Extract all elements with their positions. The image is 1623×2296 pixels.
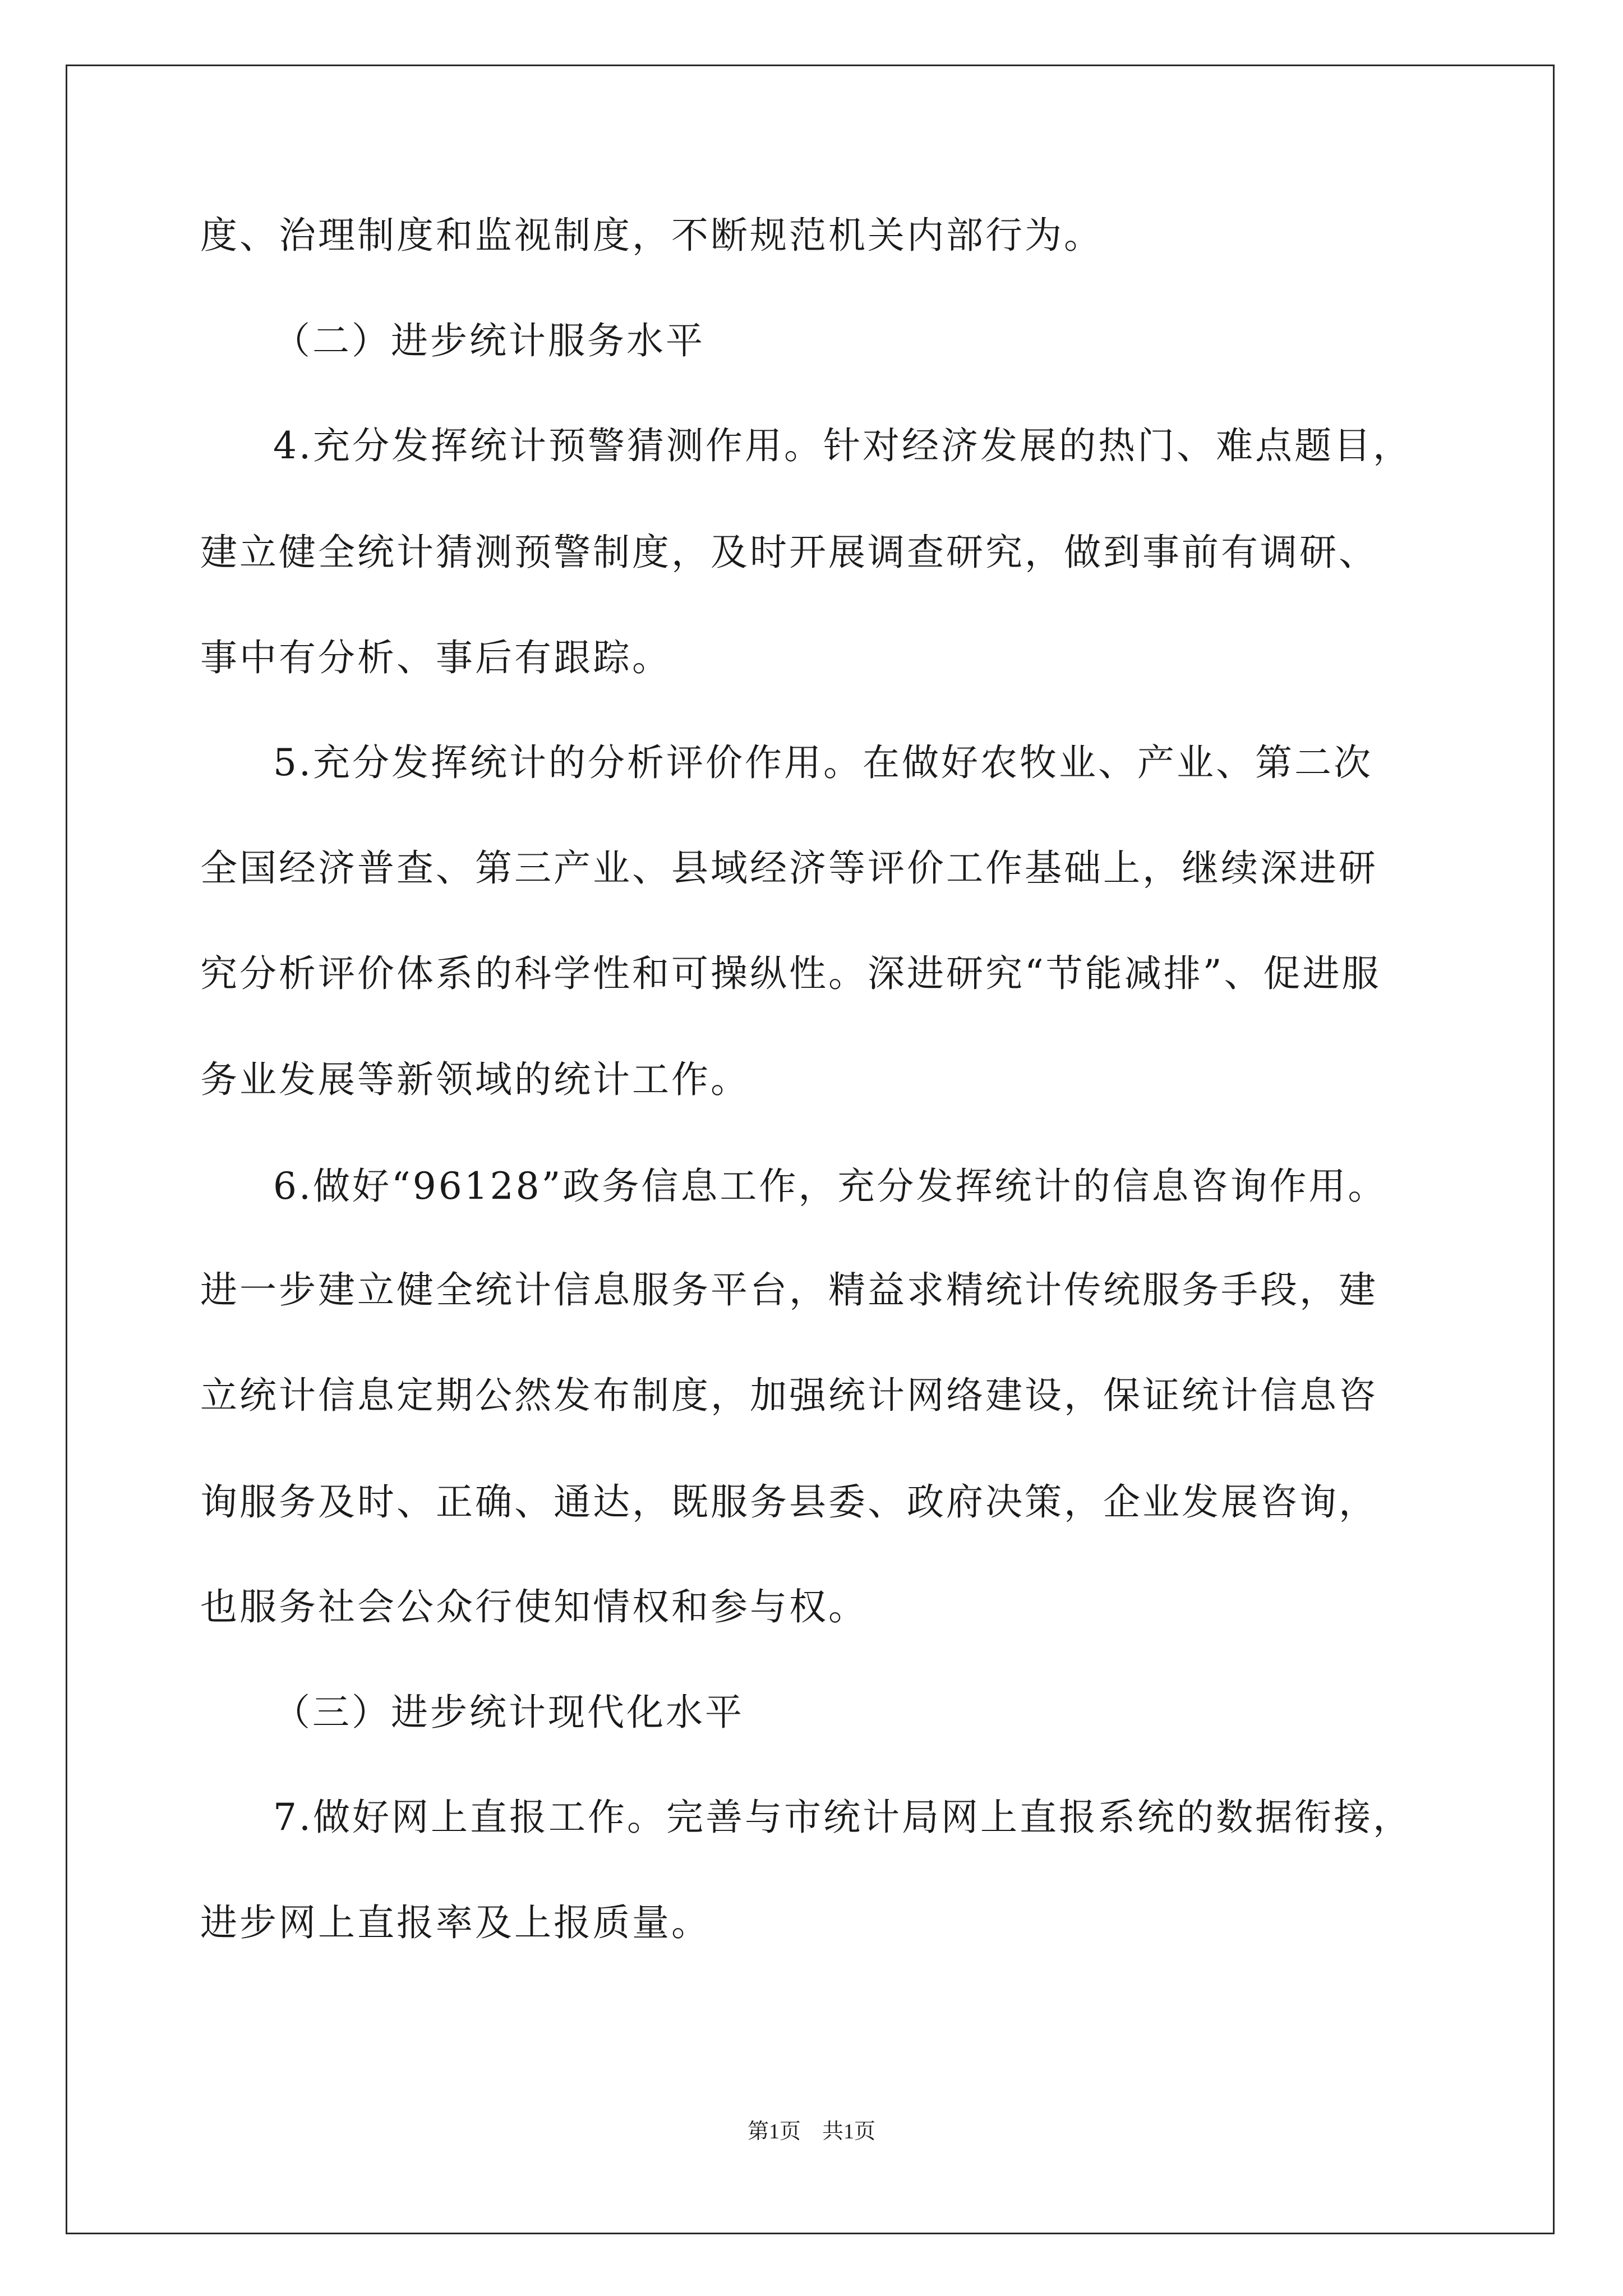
- paragraph-line: 进步网上直报率及上报质量。: [200, 1901, 711, 1944]
- page-footer: 第1页 共1页: [747, 2120, 875, 2143]
- paragraph-line: 立统计信息定期公然发布制度，加强统计网络建设，保证统计信息咨: [200, 1374, 1378, 1417]
- paragraph-line: 全国经济普查、第三产业、县域经济等评价工作基础上，继续深进研: [200, 846, 1378, 890]
- paragraph-line: 5.充分发挥统计的分析评价作用。在做好农牧业、产业、第二次: [273, 741, 1373, 784]
- paragraph-line: 4.充分发挥统计预警猜测作用。针对经济发展的热门、难点题目，: [273, 424, 1412, 467]
- paragraph-line: 也服务社会公众行使知情权和参与权。: [200, 1585, 868, 1628]
- section-heading-2: （二）进步统计服务水平: [273, 319, 705, 362]
- paragraph-line: 度、治理制度和监视制度，不断规范机关内部行为。: [200, 214, 1103, 257]
- paragraph-line: 事中有分析、事后有跟踪。: [200, 636, 671, 679]
- section-heading-3: （三）进步统计现代化水平: [273, 1691, 744, 1734]
- paragraph-line: 究分析评价体系的科学性和可操纵性。深进研究“节能减排”、促进服: [200, 952, 1381, 995]
- paragraph-line: 询服务及时、正确、通达，既服务县委、政府决策，企业发展咨询，: [200, 1480, 1378, 1524]
- paragraph-line: 务业发展等新领域的统计工作。: [200, 1058, 750, 1101]
- paragraph-line: 建立健全统计猜测预警制度，及时开展调查研究，做到事前有调研、: [200, 531, 1378, 574]
- paragraph-line: 6.做好“96128”政务信息工作，充分发挥统计的信息咨询作用。: [273, 1165, 1387, 1208]
- paragraph-line: 7.做好网上直报工作。完善与市统计局网上直报系统的数据衔接，: [273, 1796, 1412, 1839]
- paragraph-line: 进一步建立健全统计信息服务平台，精益求精统计传统服务手段，建: [200, 1268, 1378, 1312]
